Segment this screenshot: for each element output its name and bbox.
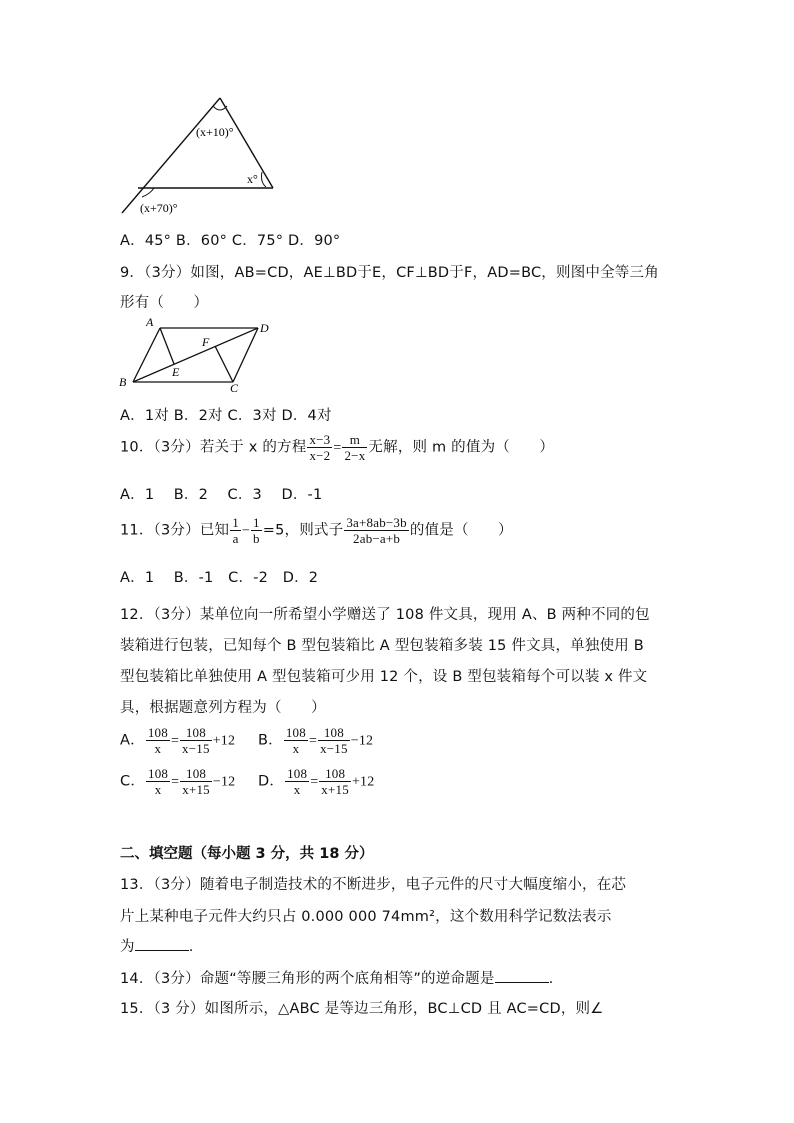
q13-line-3 [120,935,194,956]
q10-equals: = [333,440,342,456]
triangle-figure-q8 [116,92,286,220]
q12-opt-a-d2: x−15 [182,741,210,756]
q12-opt-d-n1: 108 [287,766,308,781]
q12-opt-d-frac-1 [285,766,309,797]
q13-line-3-end: . [188,939,194,955]
q12-opt-b-eq: = [308,733,318,749]
q12-opt-d-n2: 108 [319,766,351,782]
q11-prefix: 11．（3分）已知 [120,522,230,539]
q10-prefix: 10．（3分）若关于 x 的方程 [120,439,307,456]
quadrilateral-figure-q9 [116,314,278,392]
q12-opt-d-label: D． [258,773,285,790]
q11-fraction-2 [251,515,262,546]
angle-label-right: x° [247,172,258,186]
q9-options: A．1对 B．2对 C．3对 D．4对 [120,408,332,424]
q12-opt-c-n1: 108 [148,766,169,781]
q13-line-3-text: 为 [120,939,135,955]
vertex-label-e: E [172,365,180,379]
vertex-label-f: F [202,335,210,349]
q9-line-2: 形有（ ） [120,295,209,311]
q10-fraction-2 [342,432,367,463]
q12-opt-c-label: C． [120,773,146,790]
q15-line: 15．（3 分）如图所示，△ABC 是等边三角形，BC⊥CD 且 AC=CD，则∠ [120,1001,604,1017]
q10-frac1-num: x−3 [309,432,331,447]
q12-opt-c-n2: 108 [180,766,212,782]
q12-opt-a-n2: 108 [180,725,212,741]
q12-opt-d-frac-2 [319,766,351,797]
q13-answer-blank[interactable] [135,938,189,951]
q11-options: A．1 B．-1 C．-2 D．2 [120,570,319,586]
q12-option-c [120,766,235,797]
q11-suffix: 的值是（ ） [409,522,513,539]
q12-opt-c-d2: x+15 [182,782,210,797]
q12-opt-b-frac-1 [284,725,308,756]
q12-opt-a-eq: = [170,733,180,749]
q12-line-4: 具，根据题意列方程为（ ） [120,700,326,716]
q12-opt-c-eq: = [171,774,180,790]
q12-opt-a-frac-2 [180,725,212,756]
q12-opt-b-n2: 108 [318,725,350,741]
q12-opt-c-frac-2 [180,766,212,797]
q11-frac3-den: 2ab−a+b [353,531,401,546]
q12-opt-c-frac-1 [146,766,170,797]
q11-frac2-den: b [253,531,260,546]
q10-line [120,432,554,463]
q14-line [120,967,553,988]
q12-option-b [258,725,373,756]
q12-opt-b-d1: x [292,741,300,756]
q10-frac1-den: x−2 [309,448,331,463]
q10-fraction-1 [307,432,332,463]
q11-fraction-3 [344,515,409,546]
q12-opt-a-label: A． [120,732,145,749]
q12-opt-c-d1: x [154,782,162,797]
q11-mid: =5，则式子 [262,522,344,539]
q11-frac1-num: 1 [232,515,239,530]
q12-option-d [258,766,374,797]
q13-line-2: 片上某种电子元件大约只占 0.000 000 74mm²，这个数用科学记数法表示 [120,909,612,925]
q12-line-1: 12．（3分）某单位向一所希望小学赠送了 108 件文具，现用 A、B 两种不同的包 [120,607,650,623]
q12-opt-a-n1: 108 [147,725,168,740]
q12-line-3: 型包装箱比单独使用 A 型包装箱可少用 12 个，设 B 型包装箱每个可以装 x 件文 [120,669,648,685]
q12-opt-c-tail: −12 [212,774,236,790]
q12-option-a [120,725,235,756]
q12-opt-d-d1: x [293,782,301,797]
q14-end: . [548,971,554,987]
q12-opt-d-d2: x+15 [321,782,349,797]
section-heading-fill-in: 二、填空题（每小题 3 分，共 18 分） [120,846,374,862]
q12-opt-b-label: B． [258,732,283,749]
q12-line-2: 装箱进行包装，已知每个 B 型包装箱比 A 型包装箱多装 15 件文具，单独使用 B [120,638,644,654]
vertex-label-a: A [146,315,154,329]
q12-opt-b-d2: x−15 [320,741,348,756]
q8-options: A．45° B．60° C．75° D．90° [120,233,341,249]
q10-suffix: 无解，则 m 的值为（ ） [368,439,555,456]
angle-label-left: (x+70)° [140,201,178,215]
q11-fraction-1 [230,515,241,546]
q11-frac2-num: 1 [253,515,260,530]
q13-line-1: 13．（3分）随着电子制造技术的不断进步，电子元件的尺寸大幅度缩小，在芯 [120,877,627,893]
q12-opt-b-tail: −12 [350,733,374,749]
q9-line-1: 9．（3分）如图，AB=CD，AE⊥BD于E，CF⊥BD于F，AD=BC，则图中全等三角 [120,265,659,281]
q12-opt-a-d1: x [154,741,162,756]
q10-frac2-num: m [342,432,367,448]
q12-opt-d-tail: +12 [351,774,375,790]
q14-text: 14．（3分）命题“等腰三角形的两个底角相等”的逆命题是 [120,971,495,987]
q12-opt-a-tail: +12 [212,733,236,749]
q12-opt-b-n1: 108 [285,725,306,740]
q12-opt-b-frac-2 [318,725,350,756]
vertex-label-d: D [260,321,269,335]
q10-options: A．1 B．2 C．3 D．-1 [120,487,323,503]
q12-opt-a-frac-1 [146,725,170,756]
q14-answer-blank[interactable] [495,970,549,983]
vertex-label-b: B [119,375,127,389]
q11-minus: − [241,523,251,539]
q12-opt-d-eq: = [310,774,319,790]
vertex-label-c: C [230,381,239,392]
q11-frac3-num: 3a+8ab−3b [346,515,407,530]
angle-label-top: (x+10)° [196,125,234,139]
q10-frac2-den: 2−x [344,448,366,463]
q11-line [120,515,513,546]
q11-frac1-den: a [232,531,239,546]
